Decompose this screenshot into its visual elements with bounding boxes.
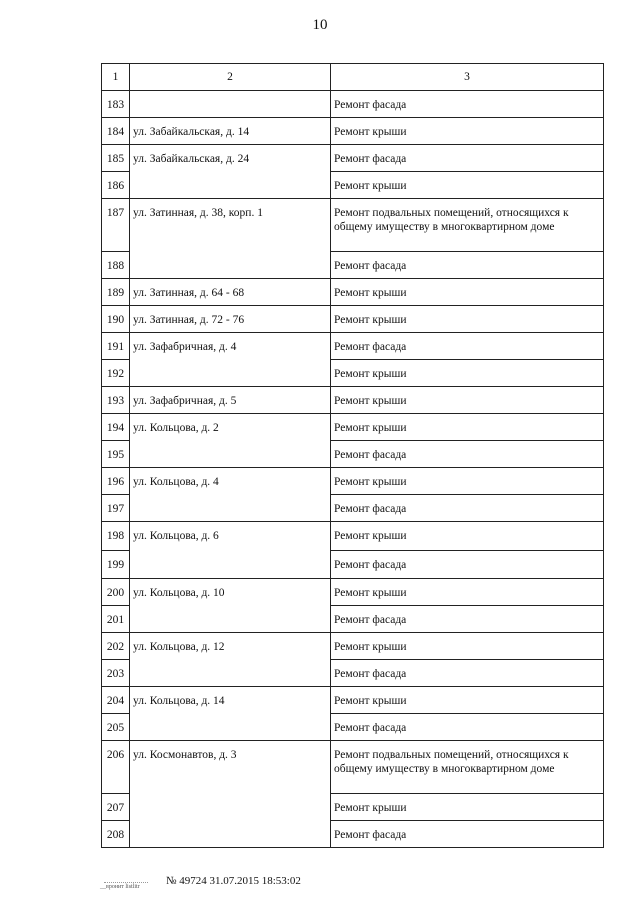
address-cell: ул. Забайкальская, д. 14 bbox=[130, 118, 331, 145]
table-row bbox=[102, 414, 604, 441]
row-number: 183 bbox=[102, 91, 130, 118]
address-cell: ул. Кольцова, д. 4 bbox=[130, 468, 331, 522]
table-row bbox=[102, 279, 604, 306]
work-type-cell: Ремонт подвальных помещений, относящихся к общему имуществу в многоквартирном доме bbox=[331, 199, 604, 252]
table-row bbox=[102, 387, 604, 414]
work-type-cell: Ремонт фасада bbox=[331, 145, 604, 172]
work-type-cell: Ремонт крыши bbox=[331, 118, 604, 145]
table-row bbox=[102, 468, 604, 495]
address-cell bbox=[130, 91, 331, 118]
row-number: 203 bbox=[102, 660, 130, 687]
work-type-cell: Ремонт фасада bbox=[331, 91, 604, 118]
work-type-cell: Ремонт крыши bbox=[331, 794, 604, 821]
table-row bbox=[102, 145, 604, 172]
row-number: 184 bbox=[102, 118, 130, 145]
row-number: 206 bbox=[102, 741, 130, 794]
address-cell: ул. Кольцова, д. 10 bbox=[130, 579, 331, 633]
work-type-cell: Ремонт фасада bbox=[331, 495, 604, 522]
header-col-1: 1 bbox=[102, 64, 130, 91]
work-type-cell: Ремонт крыши bbox=[331, 279, 604, 306]
row-number: 202 bbox=[102, 633, 130, 660]
work-type-cell: Ремонт крыши bbox=[331, 579, 604, 606]
row-number: 190 bbox=[102, 306, 130, 333]
table-row bbox=[102, 633, 604, 660]
row-number: 195 bbox=[102, 441, 130, 468]
table-row bbox=[102, 91, 604, 118]
address-cell: ул. Затинная, д. 38, корп. 1 bbox=[130, 199, 331, 279]
work-type-cell: Ремонт фасада bbox=[331, 333, 604, 360]
row-number: 187 bbox=[102, 199, 130, 252]
row-number: 204 bbox=[102, 687, 130, 714]
header-row bbox=[102, 64, 604, 91]
row-number: 189 bbox=[102, 279, 130, 306]
registration-info: № 49724 31.07.2015 18:53:02 bbox=[166, 875, 301, 887]
table-row bbox=[102, 687, 604, 714]
row-number: 196 bbox=[102, 468, 130, 495]
address-cell: ул. Затинная, д. 64 - 68 bbox=[130, 279, 331, 306]
table-row bbox=[102, 306, 604, 333]
page-number: 10 bbox=[312, 17, 328, 33]
address-cell: ул. Затинная, д. 72 - 76 bbox=[130, 306, 331, 333]
work-type-cell: Ремонт фасада bbox=[331, 660, 604, 687]
row-number: 208 bbox=[102, 821, 130, 848]
work-type-cell: Ремонт крыши bbox=[331, 387, 604, 414]
work-type-cell: Ремонт фасада bbox=[331, 441, 604, 468]
row-number: 188 bbox=[102, 252, 130, 279]
row-number: 201 bbox=[102, 606, 130, 633]
row-number: 192 bbox=[102, 360, 130, 387]
row-number: 207 bbox=[102, 794, 130, 821]
row-number: 199 bbox=[102, 551, 130, 579]
work-type-cell: Ремонт подвальных помещений, относящихся к общему имуществу в многоквартирном доме bbox=[331, 741, 604, 794]
row-number: 205 bbox=[102, 714, 130, 741]
row-number: 200 bbox=[102, 579, 130, 606]
work-type-cell: Ремонт фасада bbox=[331, 821, 604, 848]
row-number: 185 bbox=[102, 145, 130, 172]
table-row bbox=[102, 199, 604, 252]
address-cell: ул. Забайкальская, д. 24 bbox=[130, 145, 331, 199]
header-col-2: 2 bbox=[130, 64, 331, 91]
row-number: 193 bbox=[102, 387, 130, 414]
work-type-cell: Ремонт фасада bbox=[331, 551, 604, 579]
row-number: 194 bbox=[102, 414, 130, 441]
header-col-3: 3 bbox=[331, 64, 604, 91]
register-table bbox=[101, 63, 604, 848]
row-number: 198 bbox=[102, 522, 130, 551]
address-cell: ул. Кольцова, д. 14 bbox=[130, 687, 331, 741]
table-row bbox=[102, 522, 604, 551]
work-type-cell: Ремонт крыши bbox=[331, 633, 604, 660]
work-type-cell: Ремонт крыши bbox=[331, 468, 604, 495]
address-cell: ул. Зафабричная, д. 4 bbox=[130, 333, 331, 387]
address-cell: ул. Кольцова, д. 12 bbox=[130, 633, 331, 687]
work-type-cell: Ремонт крыши bbox=[331, 414, 604, 441]
address-cell: ул. Кольцова, д. 6 bbox=[130, 522, 331, 579]
footer bbox=[100, 872, 301, 890]
work-type-cell: Ремонт крыши bbox=[331, 522, 604, 551]
table-body bbox=[102, 64, 604, 848]
work-type-cell: Ремонт фасада bbox=[331, 606, 604, 633]
table-row bbox=[102, 579, 604, 606]
table-row bbox=[102, 118, 604, 145]
address-cell: ул. Кольцова, д. 2 bbox=[130, 414, 331, 468]
work-type-cell: Ремонт крыши bbox=[331, 360, 604, 387]
row-number: 186 bbox=[102, 172, 130, 199]
work-type-cell: Ремонт крыши bbox=[331, 687, 604, 714]
row-number: 191 bbox=[102, 333, 130, 360]
work-type-cell: Ремонт крыши bbox=[331, 306, 604, 333]
work-type-cell: Ремонт крыши bbox=[331, 172, 604, 199]
document-stamp: __вронит listlitr bbox=[100, 872, 160, 890]
address-cell: ул. Космонавтов, д. 3 bbox=[130, 741, 331, 848]
table-row bbox=[102, 333, 604, 360]
address-cell: ул. Зафабричная, д. 5 bbox=[130, 387, 331, 414]
table-row bbox=[102, 741, 604, 794]
work-type-cell: Ремонт фасада bbox=[331, 252, 604, 279]
row-number: 197 bbox=[102, 495, 130, 522]
work-type-cell: Ремонт фасада bbox=[331, 714, 604, 741]
